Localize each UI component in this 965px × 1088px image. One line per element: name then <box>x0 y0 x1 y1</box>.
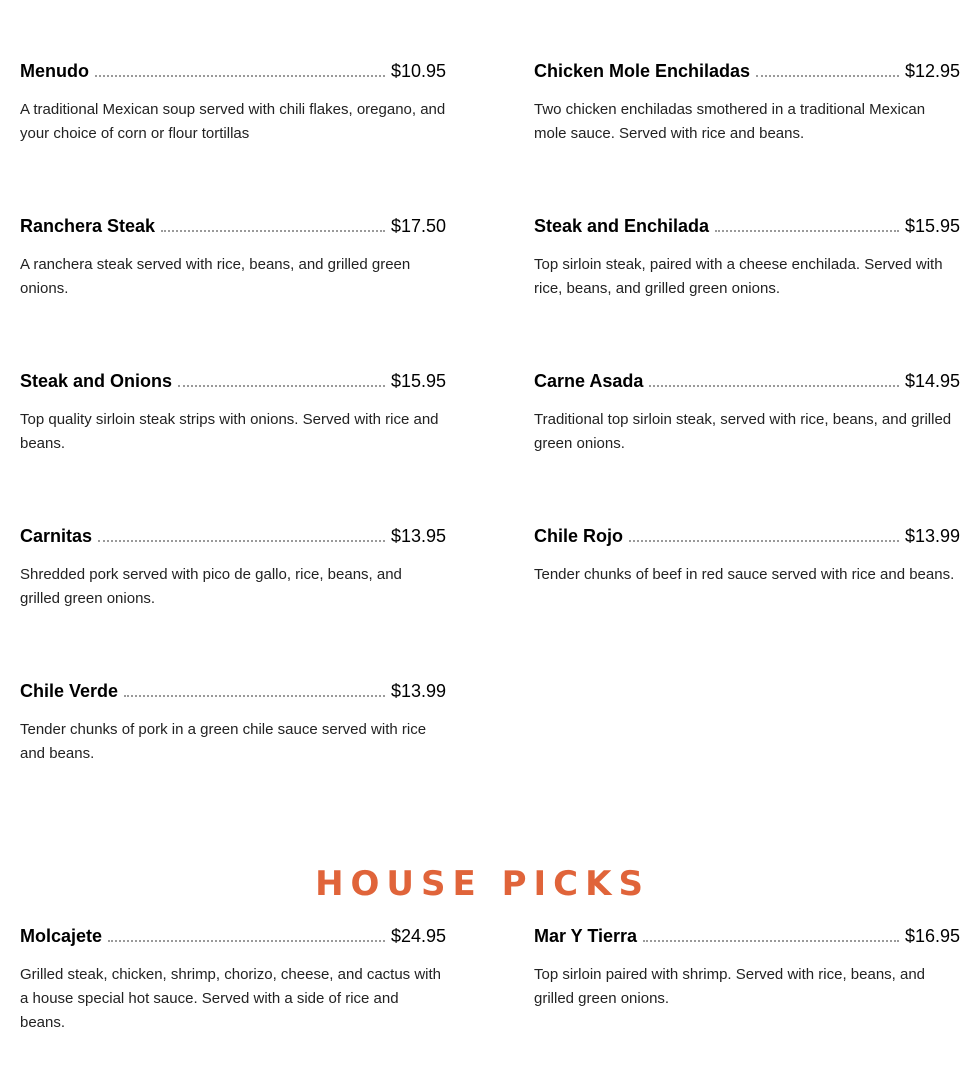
item-description: Tender chunks of beef in red sauce served with rice and beans. <box>534 566 955 583</box>
section-title-house-picks: HOUSE PICKS <box>315 864 650 904</box>
menu-item-carne-asada <box>534 371 960 456</box>
menu-item-chicken-mole-enchiladas <box>534 61 960 146</box>
item-price: $13.99 <box>904 526 960 546</box>
item-name: Steak and Onions <box>20 371 173 391</box>
menu-item-chile-rojo <box>534 526 960 587</box>
item-description: Top quality sirloin steak strips with onions. Served with rice and beans. <box>20 411 439 452</box>
dot-leader <box>756 75 899 77</box>
item-name: Carnitas <box>20 526 93 546</box>
item-name: Carne Asada <box>534 371 644 391</box>
item-description: Top sirloin steak, paired with a cheese enchilada. Served with rice, beans, and grilled green onions. <box>534 256 943 297</box>
menu-item-mar-y-tierra <box>534 926 960 1011</box>
item-price: $13.95 <box>390 526 446 546</box>
item-description: Top sirloin paired with shrimp. Served with rice, beans, and grilled green onions. <box>534 966 926 1007</box>
item-price: $13.99 <box>390 681 446 701</box>
dot-leader <box>108 940 385 942</box>
item-description: Traditional top sirloin steak, served with rice, beans, and grilled green onions. <box>534 411 952 452</box>
item-price: $15.95 <box>904 216 960 236</box>
dot-leader <box>98 540 385 542</box>
dot-leader <box>161 230 385 232</box>
dot-leader <box>124 695 385 697</box>
dot-leader <box>715 230 899 232</box>
item-description: Grilled steak, chicken, shrimp, chorizo, cheese, and cactus with a house special hot sauce. Served with a side of rice and beans. <box>20 966 442 1031</box>
item-name: Menudo <box>20 61 89 81</box>
item-description: A ranchera steak served with rice, beans, and grilled green onions. <box>20 256 411 297</box>
item-name: Ranchera Steak <box>20 216 156 236</box>
item-price: $24.95 <box>390 926 446 946</box>
item-price: $16.95 <box>904 926 960 946</box>
menu-item-menudo <box>20 61 446 146</box>
dot-leader <box>178 385 385 387</box>
item-description: Shredded pork served with pico de gallo, rice, beans, and grilled green onions. <box>20 566 402 607</box>
dot-leader <box>95 75 385 77</box>
item-price: $17.50 <box>390 216 446 236</box>
item-name: Chile Rojo <box>534 526 623 546</box>
menu-item-ranchera-steak <box>20 216 446 301</box>
item-description: A traditional Mexican soup served with chili flakes, oregano, and your choice of corn or flour tortillas <box>20 101 446 142</box>
menu-item-steak-and-onions <box>20 371 446 456</box>
item-description: Tender chunks of pork in a green chile sauce served with rice and beans. <box>20 721 427 762</box>
item-price: $15.95 <box>390 371 446 391</box>
menu-item-steak-and-enchilada <box>534 216 960 301</box>
menu-item-chile-verde <box>20 681 446 766</box>
item-name: Steak and Enchilada <box>534 216 710 236</box>
dot-leader <box>643 940 899 942</box>
dot-leader <box>649 385 899 387</box>
menu-item-molcajete <box>20 926 446 1035</box>
item-price: $14.95 <box>904 371 960 391</box>
item-price: $10.95 <box>390 61 446 81</box>
item-name: Mar Y Tierra <box>534 926 638 946</box>
menu-item-carnitas <box>20 526 446 611</box>
item-name: Molcajete <box>20 926 103 946</box>
item-description: Two chicken enchiladas smothered in a traditional Mexican mole sauce. Served with rice and beans. <box>534 101 926 142</box>
item-price: $12.95 <box>904 61 960 81</box>
item-name: Chicken Mole Enchiladas <box>534 61 751 81</box>
item-name: Chile Verde <box>20 681 119 701</box>
dot-leader <box>629 540 899 542</box>
